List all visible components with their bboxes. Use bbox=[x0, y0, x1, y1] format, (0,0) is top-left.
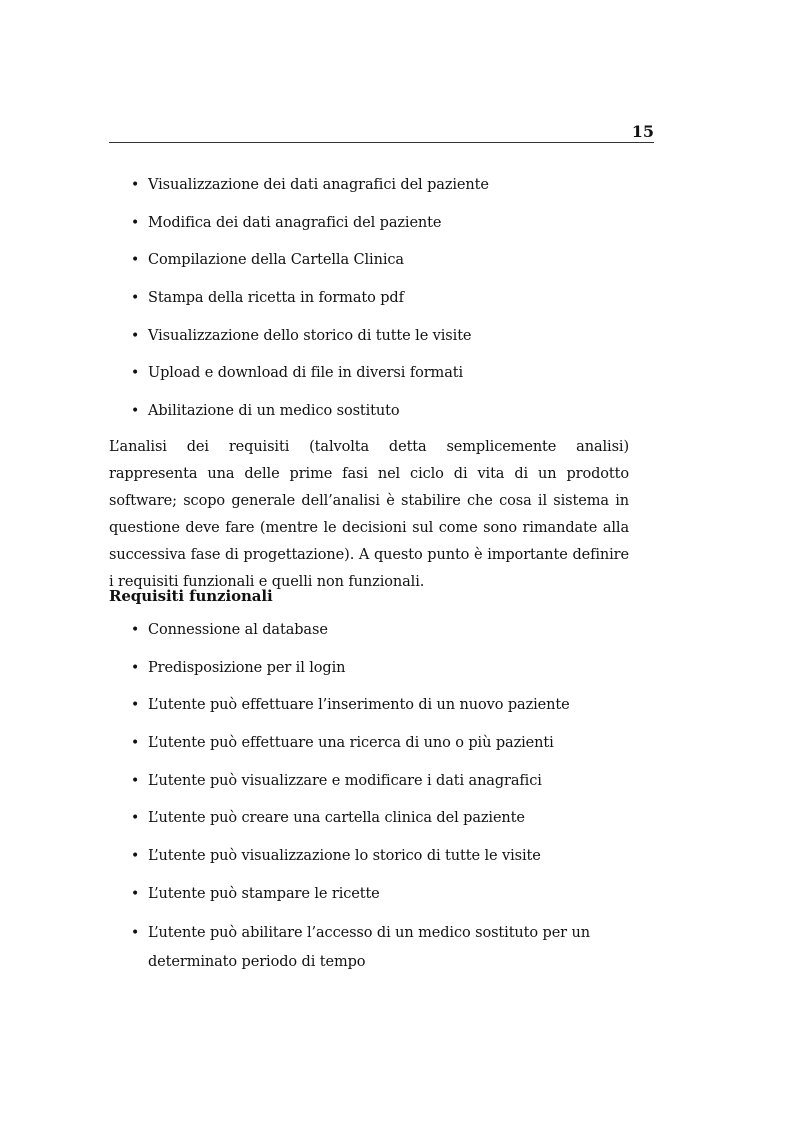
list-item bbox=[109, 692, 629, 730]
list-item bbox=[109, 843, 629, 881]
bullet-icon: • bbox=[131, 365, 140, 382]
list-item bbox=[109, 398, 489, 436]
list-item-text: L’utente può effettuare l’inserimento di un nuovo paziente bbox=[148, 697, 570, 714]
analysis-paragraph: L’analisi dei requisiti (talvolta detta semplicemente analisi) rappresenta una delle prime fasi nel ciclo di vita di un prodotto software; scopo generale dell’analisi è stabilire che cosa il sistema in questione deve fare (mentre le decisioni sul come sono rimandate alla successiva fase di progettazione). A questo punto è importante definire i requisiti funzionali e quelli non funzionali. bbox=[109, 439, 629, 590]
list-item bbox=[109, 730, 629, 768]
list-item-text: L’utente può stampare le ricette bbox=[148, 885, 380, 902]
list-item bbox=[109, 210, 489, 248]
list-item bbox=[109, 617, 629, 655]
bullet-icon: • bbox=[131, 214, 140, 231]
list-item-text: L’utente può visualizzazione lo storico di tutte le visite bbox=[148, 848, 541, 865]
list-item-text: Modifica dei dati anagrafici del paziente bbox=[148, 214, 442, 231]
bullet-icon: • bbox=[131, 810, 140, 827]
list-item bbox=[109, 655, 629, 693]
bullet-icon: • bbox=[131, 290, 140, 307]
list-item bbox=[109, 247, 489, 285]
list-item-text: Stampa della ricetta in formato pdf bbox=[148, 290, 404, 307]
list-item-text: Compilazione della Cartella Clinica bbox=[148, 252, 404, 269]
bullet-icon: • bbox=[131, 659, 140, 676]
bullet-icon: • bbox=[131, 924, 140, 941]
list-item-text: Visualizzazione dei dati anagrafici del paziente bbox=[148, 177, 489, 193]
list-item bbox=[109, 881, 629, 919]
bullet-icon: • bbox=[131, 885, 140, 902]
list-item-text: L’utente può effettuare una ricerca di uno o più pazienti bbox=[148, 735, 554, 752]
bullet-icon: • bbox=[131, 252, 140, 269]
list-item bbox=[109, 768, 629, 806]
header-rule bbox=[109, 142, 654, 143]
feature-list bbox=[109, 172, 489, 436]
list-item-text: Predisposizione per il login bbox=[148, 659, 346, 676]
list-item bbox=[109, 323, 489, 361]
list-item-text: L’utente può visualizzare e modificare i dati anagrafici bbox=[148, 772, 542, 789]
bullet-icon: • bbox=[131, 327, 140, 344]
list-item-text: L’utente può creare una cartella clinica del paziente bbox=[148, 810, 525, 827]
list-item bbox=[109, 285, 489, 323]
list-item bbox=[109, 172, 489, 210]
bullet-icon: • bbox=[131, 177, 140, 193]
list-item-text: Visualizzazione dello storico di tutte le visite bbox=[148, 327, 472, 344]
bullet-icon: • bbox=[131, 772, 140, 789]
bullet-icon: • bbox=[131, 697, 140, 714]
bullet-icon: • bbox=[131, 622, 140, 638]
list-item bbox=[109, 805, 629, 843]
section-title: Requisiti funzionali bbox=[109, 587, 273, 605]
list-item-text: Connessione al database bbox=[148, 622, 328, 638]
page-number: 15 bbox=[631, 122, 654, 141]
bullet-icon: • bbox=[131, 848, 140, 865]
list-item bbox=[109, 919, 629, 977]
functional-requirements-list bbox=[109, 617, 629, 977]
list-item-text: Upload e download di file in diversi formati bbox=[148, 365, 464, 382]
bullet-icon: • bbox=[131, 403, 140, 420]
list-item-text: L’utente può abilitare l’accesso di un medico sostituto per un determinato periodo di tempo bbox=[148, 924, 591, 970]
bullet-icon: • bbox=[131, 735, 140, 752]
list-item bbox=[109, 360, 489, 398]
list-item-text: Abilitazione di un medico sostituto bbox=[148, 403, 400, 420]
